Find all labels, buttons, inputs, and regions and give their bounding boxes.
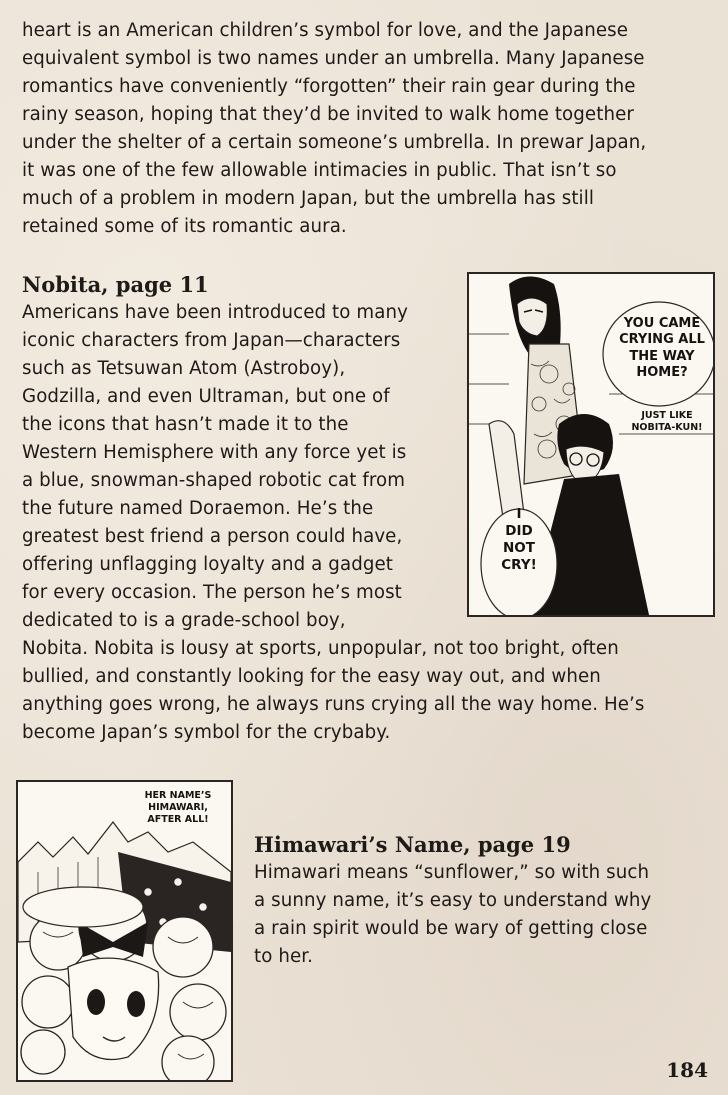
nobita-line: Americans have been introduced to many <box>22 302 408 323</box>
nobita-line: the future named Doraemon. He’s the <box>22 498 374 519</box>
bubble-text: NOT <box>503 539 535 556</box>
nobita-line: offering unflagging loyalty and a gadget <box>22 554 393 575</box>
intro-line: it was one of the few allowable intimacies in public. That isn’t so <box>22 160 617 181</box>
intro-line: much of a problem in modern Japan, but the umbrella has still <box>22 188 595 209</box>
bubble-text: HER NAME’S <box>144 790 212 801</box>
bubble-text: CRY! <box>501 556 537 573</box>
nobita-line: Western Hemisphere with any force yet is <box>22 442 407 463</box>
intro-line: rainy season, hoping that they’d be invited to walk home together <box>22 104 634 125</box>
bubble-text: DID <box>505 522 533 539</box>
himawari-manga-panel <box>16 780 233 1082</box>
bubble-text: I <box>516 506 522 522</box>
nobita-line: Nobita. Nobita is lousy at sports, unpopular, not too bright, often <box>22 638 619 659</box>
bubble-text: HIMAWARI, <box>148 801 208 813</box>
nobita-paragraph-bottom <box>22 635 644 747</box>
nobita-line: dedicated to is a grade-school boy, <box>22 610 346 631</box>
himawari-panel-illustration <box>18 782 231 1080</box>
bubble-text: CRYING ALL <box>619 332 705 348</box>
nobita-line: bullied, and constantly looking for the easy way out, and when <box>22 666 601 687</box>
intro-line: equivalent symbol is two names under an umbrella. Many Japanese <box>22 48 645 69</box>
nobita-line: for every occasion. The person he’s most <box>22 582 402 603</box>
intro-line: under the shelter of a certain someone’s umbrella. In prewar Japan, <box>22 132 647 153</box>
nobita-line: a blue, snowman-shaped robotic cat from <box>22 470 406 491</box>
himawari-paragraph <box>254 859 651 971</box>
himawari-line: to her. <box>254 946 314 967</box>
speech-bubble <box>612 316 712 381</box>
nobita-line: anything goes wrong, he always runs crying all the way home. He’s <box>22 694 645 715</box>
nobita-manga-panel <box>467 272 715 617</box>
bubble-text: AFTER ALL! <box>147 813 209 825</box>
himawari-line: Himawari means “sunflower,” so with such <box>254 862 650 883</box>
bubble-text: JUST LIKE <box>641 410 693 421</box>
page-number: 184 <box>666 1058 708 1082</box>
bubble-text: YOU CAME <box>623 316 701 331</box>
bubble-text: THE WAY <box>629 348 695 364</box>
nobita-line: become Japan’s symbol for the crybaby. <box>22 722 391 743</box>
intro-line: heart is an American children’s symbol for love, and the Japanese <box>22 20 629 41</box>
nobita-line: Godzilla, and even Ultraman, but one of <box>22 386 390 407</box>
nobita-line: such as Tetsuwan Atom (Astroboy), <box>22 358 346 379</box>
himawari-line: a sunny name, it’s easy to understand why <box>254 890 652 911</box>
nobita-paragraph-top <box>22 299 408 635</box>
nobita-line: greatest best friend a person could have, <box>22 526 403 547</box>
bubble-text: NOBITA-KUN! <box>631 421 703 433</box>
speech-bubble <box>128 790 228 826</box>
speech-bubble <box>621 410 713 434</box>
himawari-heading: Himawari’s Name, page 19 <box>254 832 571 857</box>
nobita-line: the icons that hasn’t made it to the <box>22 414 349 435</box>
nobita-line: iconic characters from Japan—characters <box>22 330 401 351</box>
intro-paragraph <box>22 17 646 241</box>
speech-bubble <box>484 506 554 574</box>
intro-line: romantics have conveniently “forgotten” their rain gear during the <box>22 76 636 97</box>
intro-line: retained some of its romantic aura. <box>22 216 347 237</box>
himawari-line: a rain spirit would be wary of getting close <box>254 918 648 939</box>
nobita-heading: Nobita, page 11 <box>22 272 209 297</box>
bubble-text: HOME? <box>636 364 688 380</box>
